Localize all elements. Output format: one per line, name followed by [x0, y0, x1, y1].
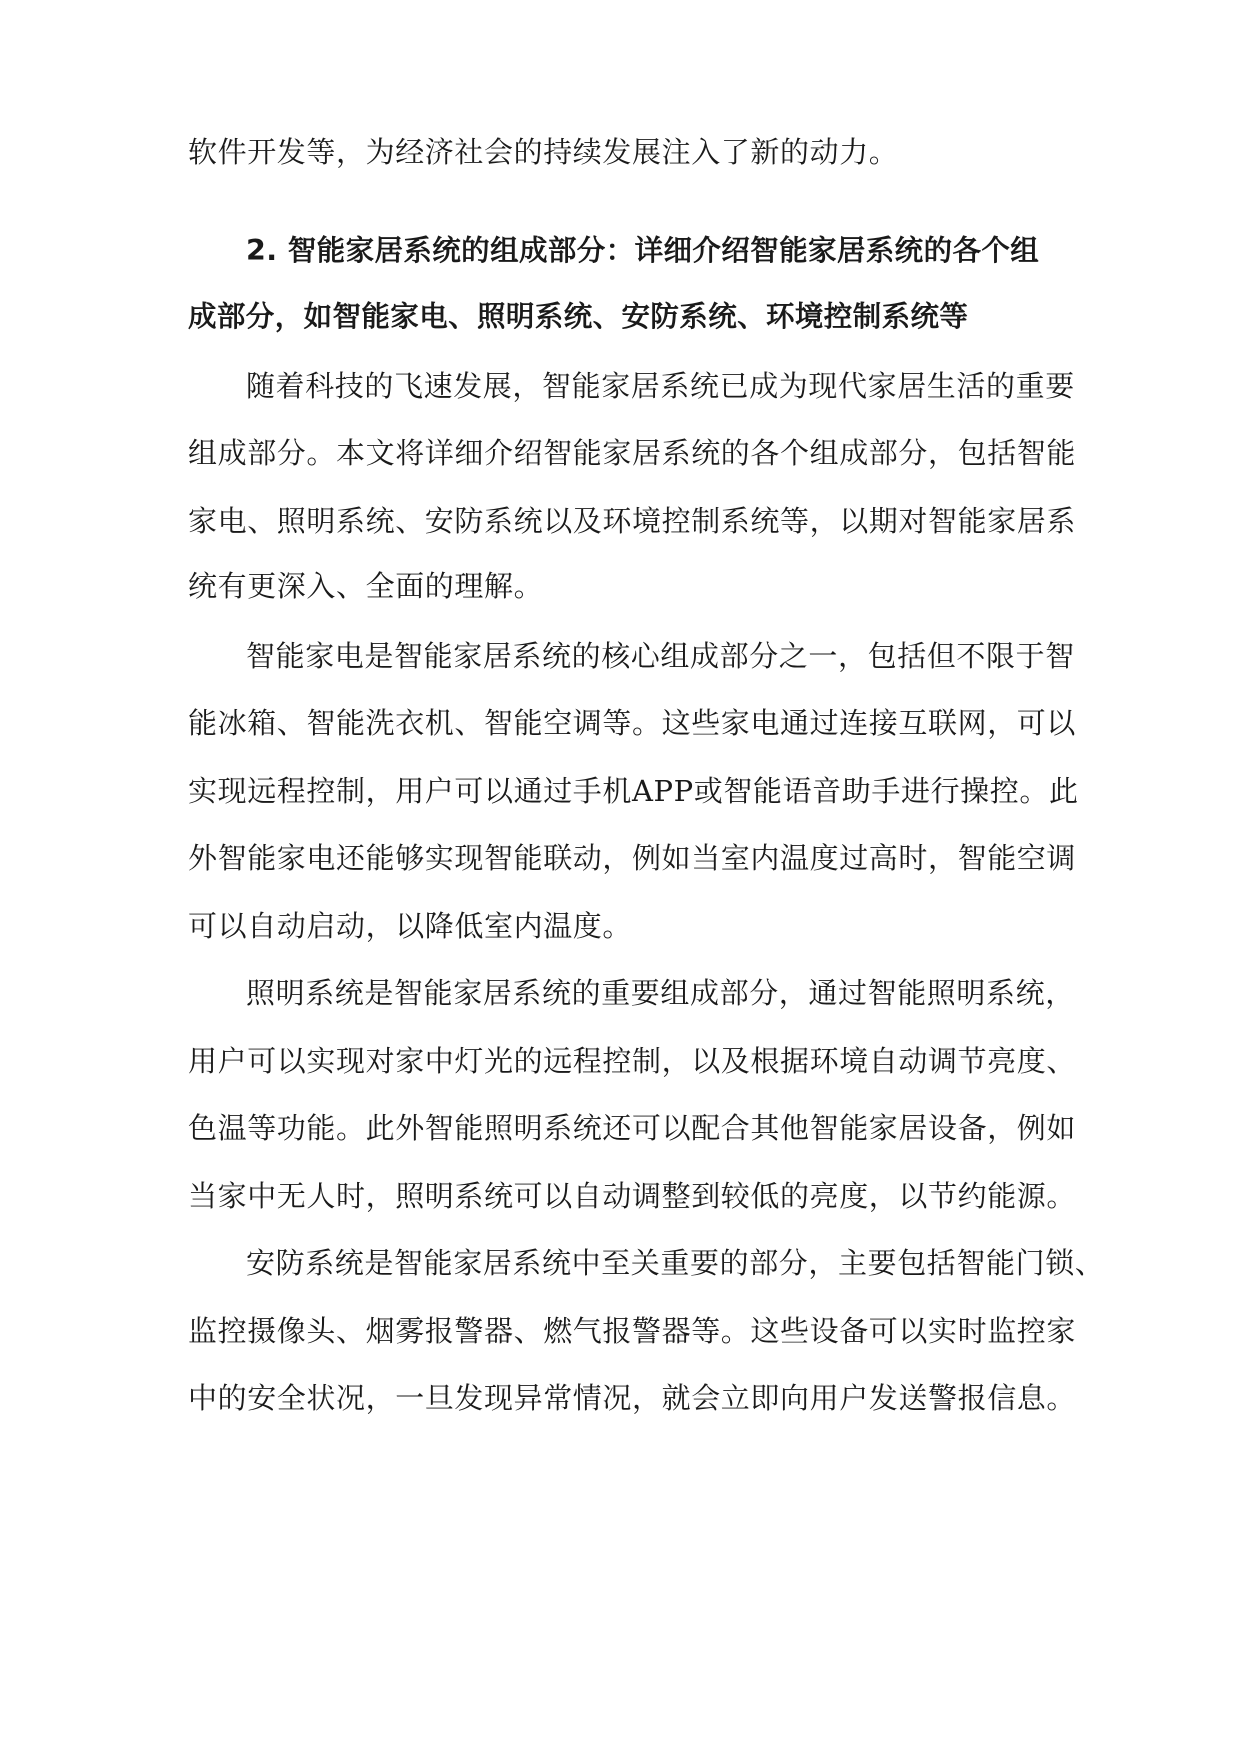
paragraph-line: 实现远程控制，用户可以通过手机APP或智能语音助手进行操控。此 [188, 774, 1079, 808]
paragraph-line: 监控摄像头、烟雾报警器、燃气报警器等。这些设备可以实时监控家 [188, 1314, 1077, 1348]
paragraph-line: 能冰箱、智能洗衣机、智能空调等。这些家电通过连接互联网，可以 [188, 706, 1077, 740]
paragraph-line: 用户可以实现对家中灯光的远程控制，以及根据环境自动调节亮度、 [188, 1044, 1077, 1078]
paragraph-line: 随着科技的飞速发展，智能家居系统已成为现代家居生活的重要 [246, 369, 1075, 403]
section-heading-line: 2. 智能家居系统的组成部分：详细介绍智能家居系统的各个组 [246, 234, 1040, 267]
paragraph-line: 软件开发等，为经济社会的持续发展注入了新的动力。 [188, 135, 899, 169]
paragraph-line: 中的安全状况，一旦发现异常情况，就会立即向用户发送警报信息。 [188, 1381, 1077, 1415]
section-heading-line: 成部分，如智能家电、照明系统、安防系统、环境控制系统等 [188, 300, 969, 333]
paragraph-line: 智能家电是智能家居系统的核心组成部分之一，包括但不限于智 [246, 639, 1075, 673]
paragraph-line: 照明系统是智能家居系统的重要组成部分，通过智能照明系统， [246, 976, 1075, 1010]
paragraph-line: 组成部分。本文将详细介绍智能家居系统的各个组成部分，包括智能 [188, 436, 1077, 470]
paragraph-line: 统有更深入、全面的理解。 [188, 569, 544, 603]
paragraph-line: 安防系统是智能家居系统中至关重要的部分，主要包括智能门锁、 [246, 1246, 1105, 1280]
paragraph-line: 外智能家电还能够实现智能联动，例如当室内温度过高时，智能空调 [188, 841, 1077, 875]
paragraph-line: 可以自动启动，以降低室内温度。 [188, 909, 633, 943]
paragraph-line: 家电、照明系统、安防系统以及环境控制系统等，以期对智能家居系 [188, 504, 1077, 538]
paragraph-line: 当家中无人时，照明系统可以自动调整到较低的亮度，以节约能源。 [188, 1179, 1077, 1213]
paragraph-line: 色温等功能。此外智能照明系统还可以配合其他智能家居设备，例如 [188, 1111, 1077, 1145]
